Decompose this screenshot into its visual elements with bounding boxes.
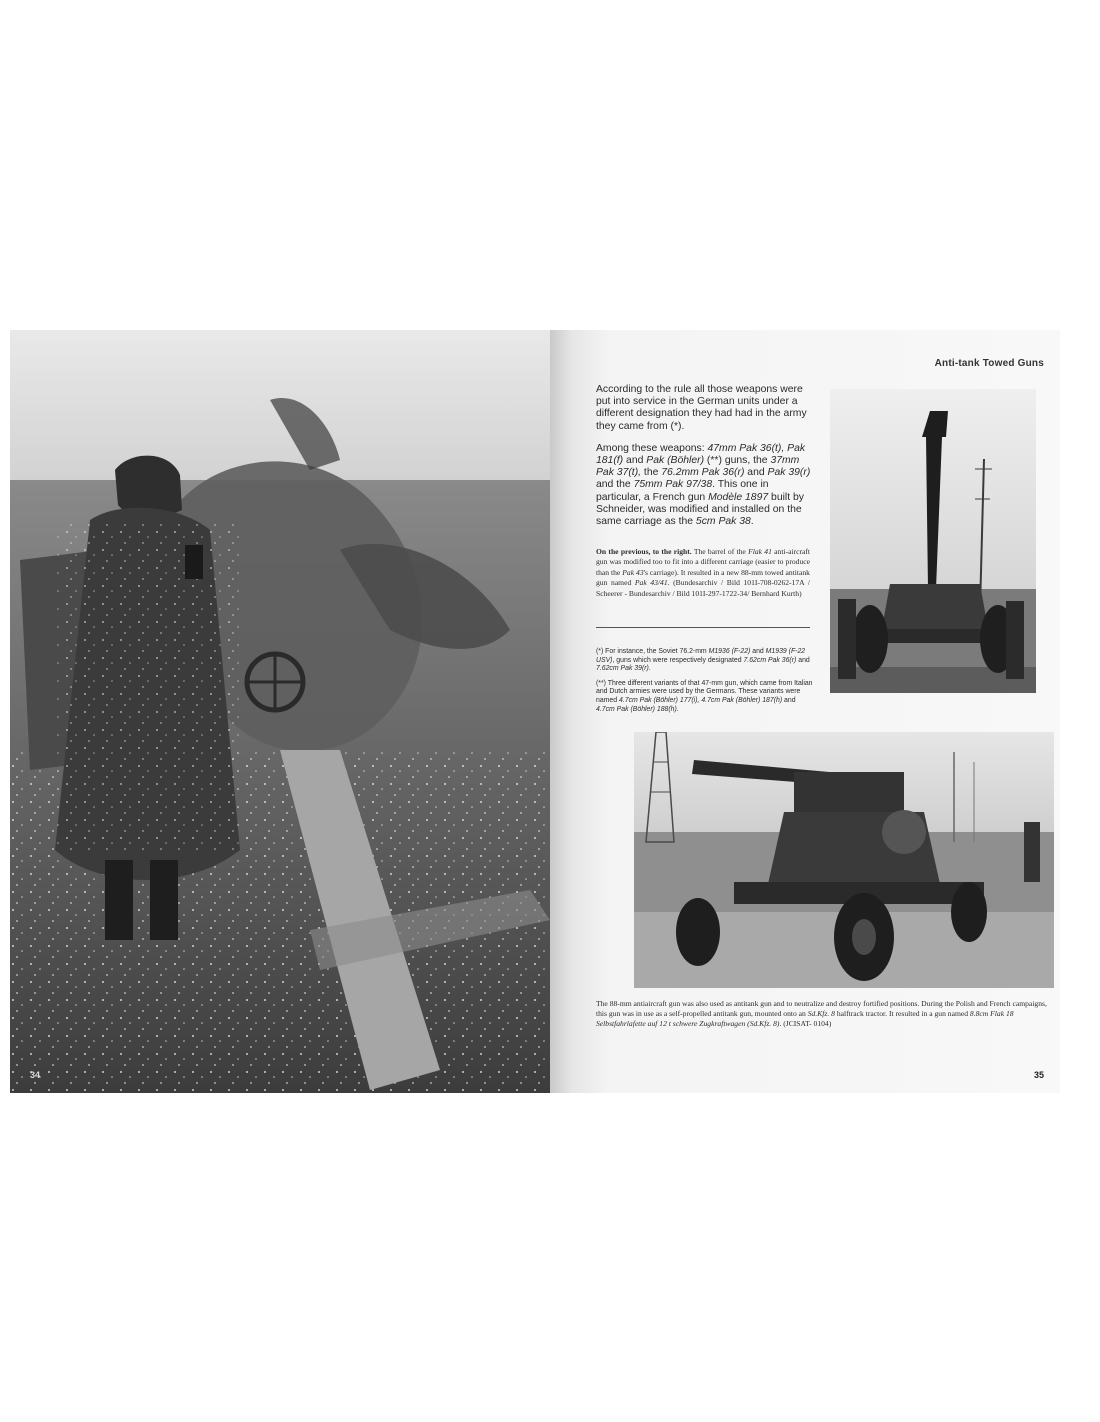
caption-bottom-photo [596, 999, 1054, 1030]
italic-run: 76.2mm Pak 36(r) [661, 467, 745, 479]
italic-run: M1939 (F-22 USV) [596, 648, 806, 664]
pak43-41-photo-image [830, 389, 1036, 693]
italic-run: 5cm Pak 38 [695, 516, 751, 528]
text-run: Among these weapons: [596, 442, 708, 454]
italic-run: Pak 39(r) [767, 467, 811, 479]
text-run: . This one in particular, a French gun [596, 479, 769, 503]
text-run: and [796, 656, 810, 664]
caption-top-photo [596, 547, 810, 599]
italic-run: Flak 41 [748, 547, 772, 556]
footnote-rule [596, 627, 810, 628]
text-run: 's carriage). It resulted in a new 88-mm towed antitank gun named [596, 567, 810, 588]
text-run: and the [596, 479, 634, 491]
footnotes [596, 648, 814, 720]
italic-run: Pak (Böhler) [646, 455, 705, 467]
text-run: anti-aircraft gun was modified too to fit into a different carriage (easier to produce than the [596, 547, 810, 577]
italic-run: Pak 43/41 [634, 578, 668, 588]
body-text [596, 384, 814, 538]
text-run: The barrel of the [691, 547, 749, 556]
text-run: built by Schneider, was modified and installed on the same carriage as the [596, 491, 804, 528]
text-run: the [641, 467, 662, 479]
italic-run: 4.7cm Pak (Böhler) 188(h). [596, 705, 679, 713]
flak18-photo [634, 732, 1054, 988]
text-run: The 88-mm antiaircraft gun was also used as antitank gun and to neutralize and destroy fortified positions. During the Polish and French campaigns, this gun was in use as a self-propelled antitank gun, mounted onto an [596, 999, 1047, 1019]
text-run: and [782, 696, 796, 704]
right-page [550, 330, 1060, 1093]
body-paragraph [596, 384, 814, 433]
text-run: halftrack tractor. It resulted in a gun named [834, 1009, 970, 1019]
text-run: (*) For instance, the Soviet 76.2-mm [596, 648, 709, 655]
footnote [596, 680, 814, 714]
text-run: (**) Three different variants of that 47-mm gun, which came from Italian and Dutch armies were used by the Germans. These variants were named [596, 679, 813, 704]
italic-run: 7.62cm Pak 36(r) [743, 656, 797, 664]
running-head: Anti-tank Towed Guns [934, 358, 1044, 369]
text-run: . (JCISAT- 0104) [779, 1019, 832, 1029]
italic-run: 75mm Pak 97/38 [633, 479, 713, 491]
text-run: (**) guns, the [704, 455, 771, 467]
text-run: . [750, 516, 754, 528]
italic-run: Pak 43 [622, 567, 644, 577]
text-run: . [648, 665, 651, 673]
page-number-right: 35 [1033, 1070, 1044, 1080]
italic-run: 8.8cm Flak 18 Selbstfahrlafette auf 12 t schwere Zugkraftwagen (Sd.Kfz. 8) [596, 1009, 1014, 1029]
italic-run: 47mm Pak 36(t), Pak 181(f) [596, 442, 806, 467]
body-paragraph [596, 443, 814, 528]
text-run: , guns which were respectively designated [612, 656, 744, 664]
flak18-photo-image [634, 732, 1054, 988]
text-run: and [750, 648, 766, 655]
italic-run: 7.62cm Pak 39(r) [596, 665, 649, 673]
book-spread [10, 330, 1060, 1093]
text-run: and [744, 467, 768, 479]
text-run: According to the rule all those weapons were put into service in the German units under a different designation they had had in the army they came from (*). [596, 384, 807, 432]
italic-run: 37mm Pak 37(t), [596, 455, 800, 479]
pak43-41-photo [830, 389, 1036, 693]
italic-run: M1936 (F-22) [708, 648, 751, 655]
soldier-with-camouflaged-gun-photo [10, 330, 550, 1093]
footnote [596, 648, 814, 674]
italic-run: Modèle 1897 [708, 491, 769, 503]
page-number-left: 34 [30, 1070, 41, 1080]
text-run: . (Bundesarchiv / Bild 101I-708-0262-17A / Scheerer - Bundesarchiv / Bild 101I-297-1722-34/ Bernhard Kurth) [596, 578, 810, 598]
text-run: and [623, 455, 647, 467]
italic-run: Sd.Kfz. 8 [807, 1009, 835, 1019]
caption-lead: On the previous, to the right. [596, 547, 692, 556]
left-page [10, 330, 550, 1093]
italic-run: 4.7cm Pak (Böhler) 177(i), 4.7cm Pak (Böhler) 187(h) [618, 696, 783, 704]
